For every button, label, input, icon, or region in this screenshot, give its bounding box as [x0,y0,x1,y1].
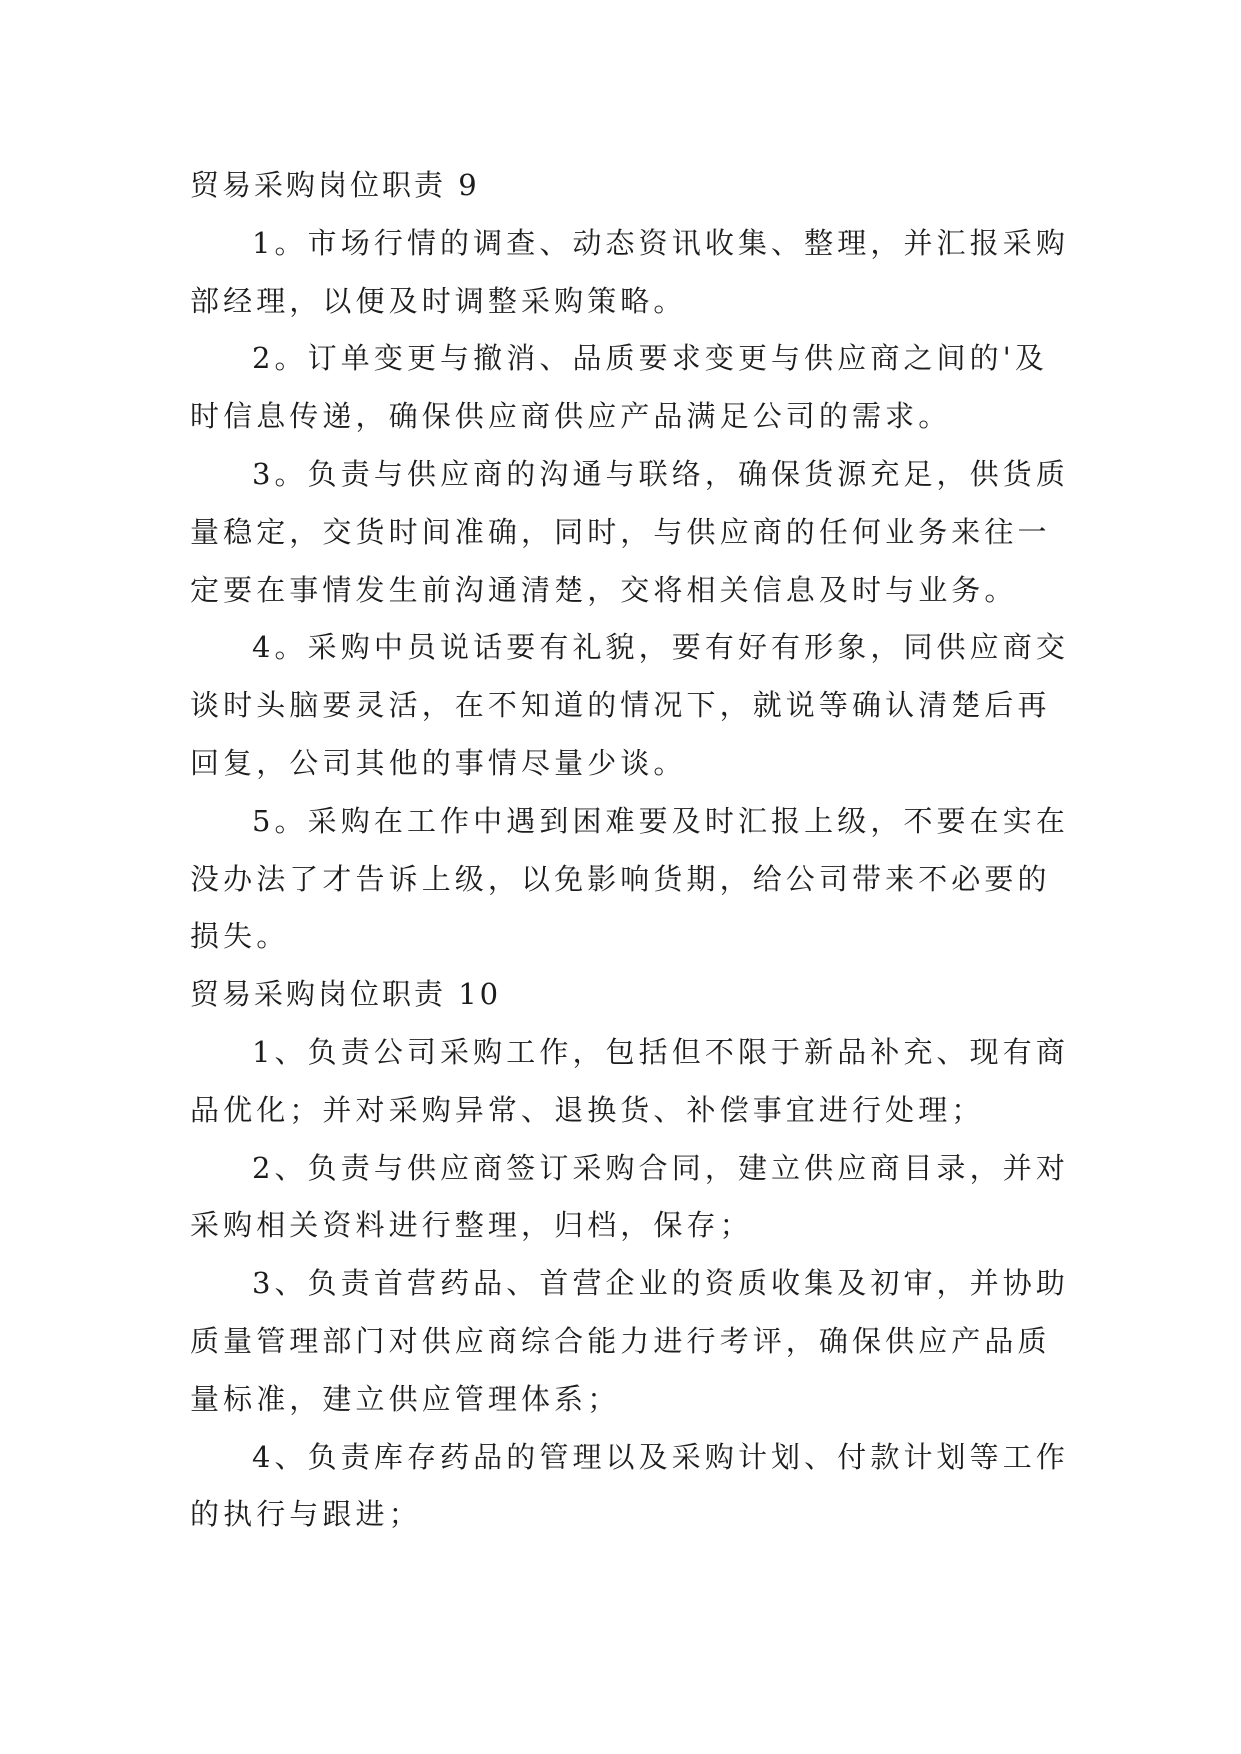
document-body [190,157,1070,1544]
paragraph: 4、负责库存药品的管理以及采购计划、付款计划等工作的执行与跟进； [190,1439,1069,1532]
paragraph: 2。订单变更与撤消、品质要求变更与供应商之间的'及时信息传递，确保供应商供应产品满足公司的需求。 [190,341,1048,434]
paragraph: 3。负责与供应商的沟通与联络，确保货源充足，供货质量稳定，交货时间准确，同时，与供应商的任何业务来往一定要在事情发生前沟通清楚，交将相关信息及时与业务。 [190,456,1069,607]
paragraph: 1、负责公司采购工作，包括但不限于新品补充、现有商品优化；并对采购异常、退换货、补偿事宜进行处理； [190,1034,1069,1127]
section-heading: 贸易采购岗位职责 10 [190,977,502,1012]
paragraph: 1。市场行情的调查、动态资讯收集、整理，并汇报采购部经理，以便及时调整采购策略。 [190,225,1069,318]
paragraph: 4。采购中员说话要有礼貌，要有好有形象，同供应商交谈时头脑要灵活，在不知道的情况下，就说等确认清楚后再回复，公司其他的事情尽量少谈。 [190,630,1069,780]
paragraph: 3、负责首营药品、首营企业的资质收集及初审，并协助质量管理部门对供应商综合能力进行考评，确保供应产品质量标准，建立供应管理体系； [190,1266,1069,1416]
paragraph: 2、负责与供应商签订采购合同，建立供应商目录，并对采购相关资料进行整理，归档，保存； [190,1150,1069,1243]
section-heading: 贸易采购岗位职责 9 [190,168,480,202]
paragraph: 5。采购在工作中遇到困难要及时汇报上级，不要在实在没办法了才告诉上级，以免影响货期，给公司带来不必要的损失。 [190,803,1069,954]
